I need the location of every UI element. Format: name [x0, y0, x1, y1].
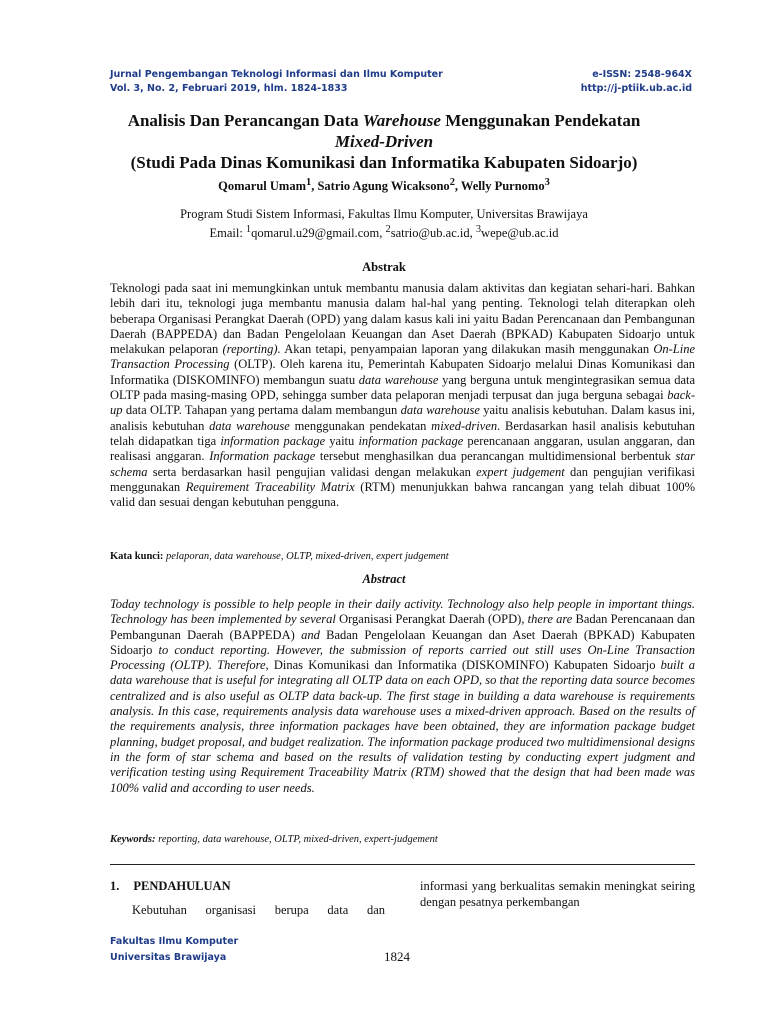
journal-name: Jurnal Pengembangan Teknologi Informasi dan Ilmu Komputer	[110, 69, 443, 80]
title-line-3: (Studi Pada Dinas Komunikasi dan Informatika Kabupaten Sidoarjo)	[130, 153, 638, 172]
title-line-2: Mixed-Driven	[334, 132, 434, 151]
journal-id-block	[581, 68, 692, 96]
right-column-text: informasi yang berkualitas semakin meningkat seiring dengan pesatnya perkembangan	[420, 879, 695, 909]
kata-kunci: Kata kunci: pelaporan, data warehouse, OLTP, mixed-driven, expert judgement	[110, 551, 449, 562]
footer-university: Universitas Brawijaya	[110, 952, 227, 963]
footer-faculty: Fakultas Ilmu Komputer	[110, 936, 239, 947]
page-number: 1824	[384, 949, 410, 964]
abstract-body: Today technology is possible to help people in their daily activity. Technology also help people in important things. Technology has been implemented by several Organisasi Perangkat Daerah (OPD), there are Badan Perencanaan dan Pembangunan Daerah (BAPPEDA) and Badan Pengelolaan Keuangan dan Aset Daerah (BPKAD) Kabupaten Sidoarjo to conduct reporting. However, the submission of reports carried out still uses On-Line Transaction Processing (OLTP). Therefore, Dinas Komunikasi dan Informatika (DISKOMINFO) Kabupaten Sidoarjo built a data warehouse that is useful for integrating all OLTP data on each OPD, so that the reporting data source becomes centralized and is also useful as OLTP data back-up. The first stage in building a data warehouse is requirements analysis. In this case, requirements analysis data warehouse uses a mixed-driven approach. Based on the results of the requirements analysis, three information packages have been obtained, they are information package budget planning, budget proposal, and budget realization. The information package produced two multidimensional designs in the form of star schema and based on the results of validation testing by conducting expert judgment and verification testing using Requirement Traceability Matrix (RTM) showed that the design that had been made was 100% valid and according to user needs.	[110, 597, 696, 795]
author-list: Qomarul Umam$^1$, Satrio Agung Wicaksono$^2$, Welly Purnomo$^3$	[218, 177, 550, 194]
paper-title	[60, 110, 708, 173]
eissn: e-ISSN: 2548-964X	[592, 69, 692, 80]
journal-url[interactable]: http://j-ptiik.ub.ac.id	[580, 83, 692, 94]
journal-volume: Vol. 3, No. 2, Februari 2019, hlm. 1824-1833	[110, 83, 348, 94]
section-divider	[110, 864, 695, 865]
section-title: PENDAHULUAN	[133, 879, 231, 893]
left-column-text: Kebutuhan organisasi berupa data dan	[132, 903, 385, 917]
footer-affiliation	[110, 934, 238, 966]
section-heading	[110, 878, 385, 894]
journal-header	[110, 68, 443, 96]
affiliation	[60, 206, 708, 241]
keywords: Keywords: reporting, data warehouse, OLTP, mixed-driven, expert-judgement	[110, 834, 438, 845]
email-line: Email: $^1$qomarul.u29@gmail.com, $^2$satrio@ub.ac.id, $^3$wepe@ub.ac.id	[209, 224, 559, 241]
abstract-heading: Abstract	[362, 572, 406, 586]
section-number: 1.	[110, 879, 120, 893]
abstrak-body: Teknologi pada saat ini memungkinkan untuk membantu manusia dalam aktivitas dan kegiatan sehari-hari. Bahkan lebih dari itu, teknologi juga membantu manusia dalam hal-hal yang penting. Teknologi telah diterapkan oleh beberapa Organisasi Perangkat Daerah (OPD) yang dalam kasus kali ini yaitu Badan Perencanaan dan Pembangunan Daerah (BAPPEDA) dan Badan Pengelolaan Keuangan dan Aset Daerah (BPKAD) Kabupaten Sidoarjo untuk melakukan pelaporan (reporting). Akan tetapi, penyampaian laporan yang dilakukan masih menggunakan On-Line Transaction Processing (OLTP). Oleh karena itu, Pemerintah Kabupaten Sidoarjo melalui Dinas Komunikasi dan Informatika (DISKOMINFO) membangun suatu data warehouse yang berguna untuk mengintegrasikan semua data OLTP pada masing-masing OPD, sehingga sumber data pelaporan menjadi terpusat dan juga berguna sebagai back-up data OLTP. Tahapan yang pertama dalam membangun data warehouse yaitu analisis kebutuhan. Dalam kasus ini, analisis kebutuhan data warehouse menggunakan pendekatan mixed-driven. Berdasarkan hasil analisis kebutuhan telah didapatkan tiga information package yaitu information package perencanaan anggaran, usulan anggaran, dan realisasi anggaran. Information package tersebut menghasilkan dua perancangan multidimensional berbentuk star schema serta berdasarkan hasil pengujian validasi dengan melakukan expert judgement dan pengujian verifikasi menggunakan Requirement Traceability Matrix (RTM) menunjukkan bahwa rancangan yang telah dibuat 100% valid dan sesuai dengan kebutuhan pengguna.	[110, 281, 696, 510]
title-line-1: Analisis Dan Perancangan Data Warehouse Menggunakan Pendekatan	[127, 111, 641, 130]
abstrak-heading: Abstrak	[362, 260, 406, 274]
program-study: Program Studi Sistem Informasi, Fakultas Ilmu Komputer, Universitas Brawijaya	[180, 207, 588, 221]
